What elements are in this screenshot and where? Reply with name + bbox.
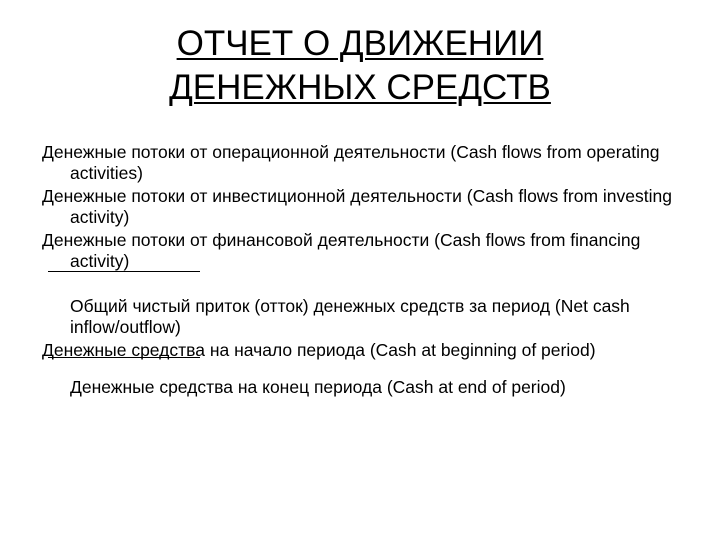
- slide-title-line-1: ОТЧЕТ О ДВИЖЕНИИ: [176, 24, 544, 63]
- net-cash-flow-item: Общий чистый приток (отток) денежных средств за период (Net cash inflow/outflow): [70, 296, 630, 337]
- total-divider-line: [48, 357, 200, 358]
- slide-title-line-2: ДЕНЕЖНЫХ СРЕДСТВ: [169, 68, 551, 107]
- financing-activities-item: Денежные потоки от финансовой деятельности (Cash flows from financing activity): [42, 230, 641, 271]
- cash-flow-statement-items: [42, 142, 692, 398]
- subtotal-divider-line: [48, 271, 200, 272]
- operating-activities-item: Денежные потоки от операционной деятельности (Cash flows from operating activities): [42, 142, 660, 183]
- cash-beginning-item: Денежные средства на начало периода (Cash at beginning of period): [42, 340, 596, 360]
- slide-title: [0, 22, 720, 110]
- cash-end-item: Денежные средства на конец периода (Cash at end of period): [70, 377, 566, 397]
- investing-activities-item: Денежные потоки от инвестиционной деятельности (Cash flows from investing activity): [42, 186, 672, 227]
